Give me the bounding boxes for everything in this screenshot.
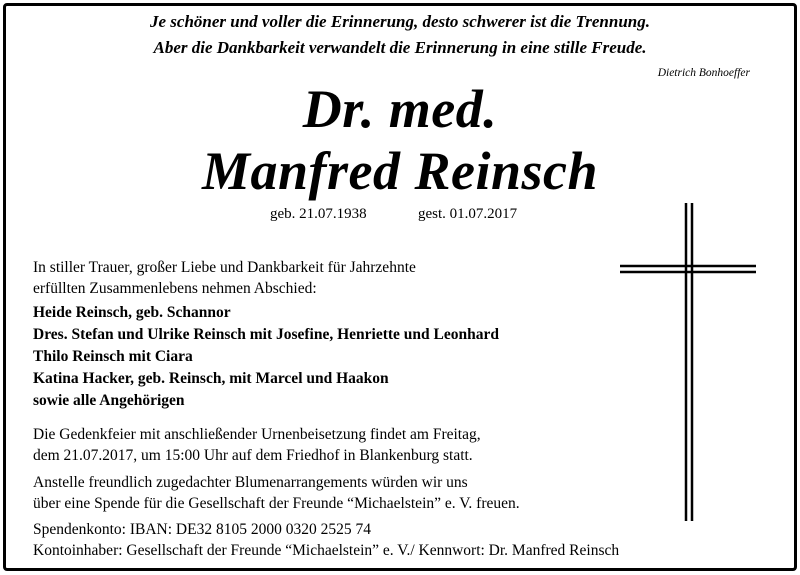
family-member-3: Thilo Reinsch mit Ciara: [33, 348, 193, 365]
donation-line-1: Anstelle freundlich zugedachter Blumenarrangements würden wir uns: [33, 474, 468, 491]
quote-author: Dietrich Bonhoeffer: [657, 67, 750, 79]
ceremony-line-2: dem 21.07.2017, um 15:00 Uhr auf dem Friedhof in Blankenburg statt.: [33, 447, 473, 464]
donation-line-2: über eine Spende für die Gesellschaft der Freunde “Michaelstein” e. V. freuen.: [33, 495, 520, 512]
death-date: gest. 01.07.2017: [418, 206, 518, 222]
deceased-name: Manfred Reinsch: [201, 141, 599, 201]
donation-holder: Kontoinhaber: Gesellschaft der Freunde “Michaelstein” e. V./ Kennwort: Dr. Manfred Reinsch: [33, 542, 620, 559]
quote-line-1: Je schöner und voller die Erinnerung, desto schwerer ist die Trennung.: [150, 12, 650, 31]
deceased-title: Dr. med.: [302, 79, 498, 139]
donation-account: Spendenkonto: IBAN: DE32 8105 2000 0320 2525 74: [33, 521, 371, 538]
ceremony-line-1: Die Gedenkfeier mit anschließender Urnenbeisetzung findet am Freitag,: [33, 426, 481, 443]
birth-date: geb. 21.07.1938: [270, 206, 367, 222]
intro-line-1: In stiller Trauer, großer Liebe und Dankbarkeit für Jahrzehnte: [33, 259, 416, 276]
cross-icon: [618, 203, 758, 523]
family-member-5: sowie alle Angehörigen: [33, 392, 185, 409]
family-member-2: Dres. Stefan und Ulrike Reinsch mit Josefine, Henriette und Leonhard: [33, 326, 500, 343]
family-member-1: Heide Reinsch, geb. Schannor: [33, 304, 231, 321]
family-member-4: Katina Hacker, geb. Reinsch, mit Marcel und Haakon: [33, 370, 389, 387]
quote-line-2: Aber die Dankbarkeit verwandelt die Erinnerung in eine stille Freude.: [153, 38, 647, 57]
intro-line-2: erfüllten Zusammenlebens nehmen Abschied:: [33, 280, 317, 297]
